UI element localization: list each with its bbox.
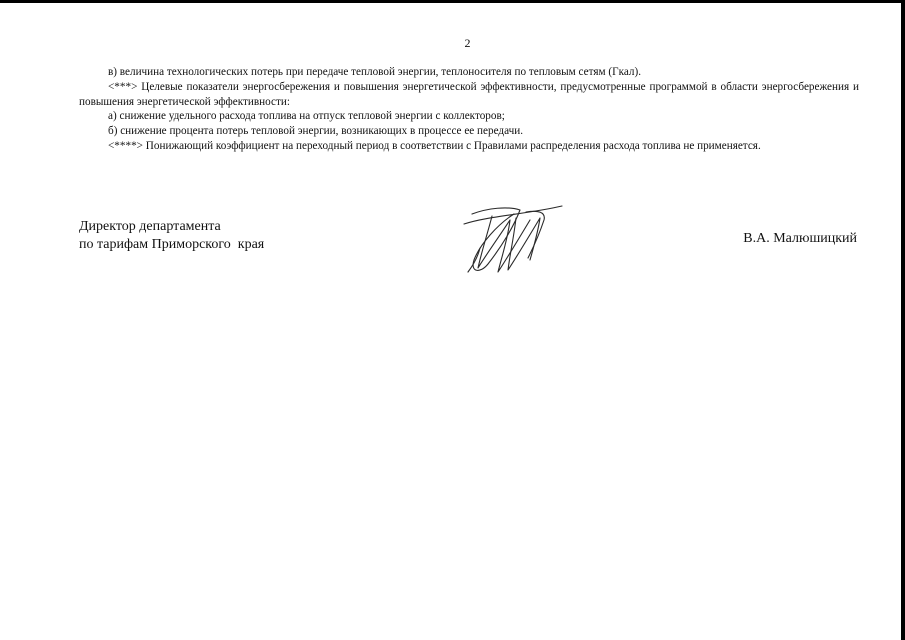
position-line-2: по тарифам Приморского края	[79, 237, 265, 252]
signatory-position	[79, 218, 264, 254]
position-line-1: Директор департамента	[79, 219, 221, 234]
note-target-indicators: <***> Целевые показатели энергосбережения и повышения энергетической эффективности, предусмотренные программой в области энергосбережения и повышения энергетической эффективности:	[79, 80, 859, 108]
note-item-b: б) снижение процента потерь тепловой энергии, возникающих в процессе ее передачи.	[108, 125, 524, 138]
handwritten-signature-icon	[458, 202, 570, 280]
page-number: 2	[464, 36, 471, 50]
footnotes-section	[79, 65, 859, 154]
page-top-edge	[0, 0, 905, 3]
note-item-a: а) снижение удельного расхода топлива на отпуск тепловой энергии с коллекторов;	[108, 110, 505, 123]
signatory-name: В.А. Малюшицкий	[743, 231, 857, 246]
note-reduction-coefficient: <****> Понижающий коэффициент на переходный период в соответствии с Правилами распределения расхода топлива не применяется.	[108, 139, 761, 152]
page-right-edge	[901, 0, 905, 640]
note-item-v: в) величина технологических потерь при передаче тепловой энергии, теплоносителя по тепловым сетям (Гкал).	[108, 66, 642, 78]
